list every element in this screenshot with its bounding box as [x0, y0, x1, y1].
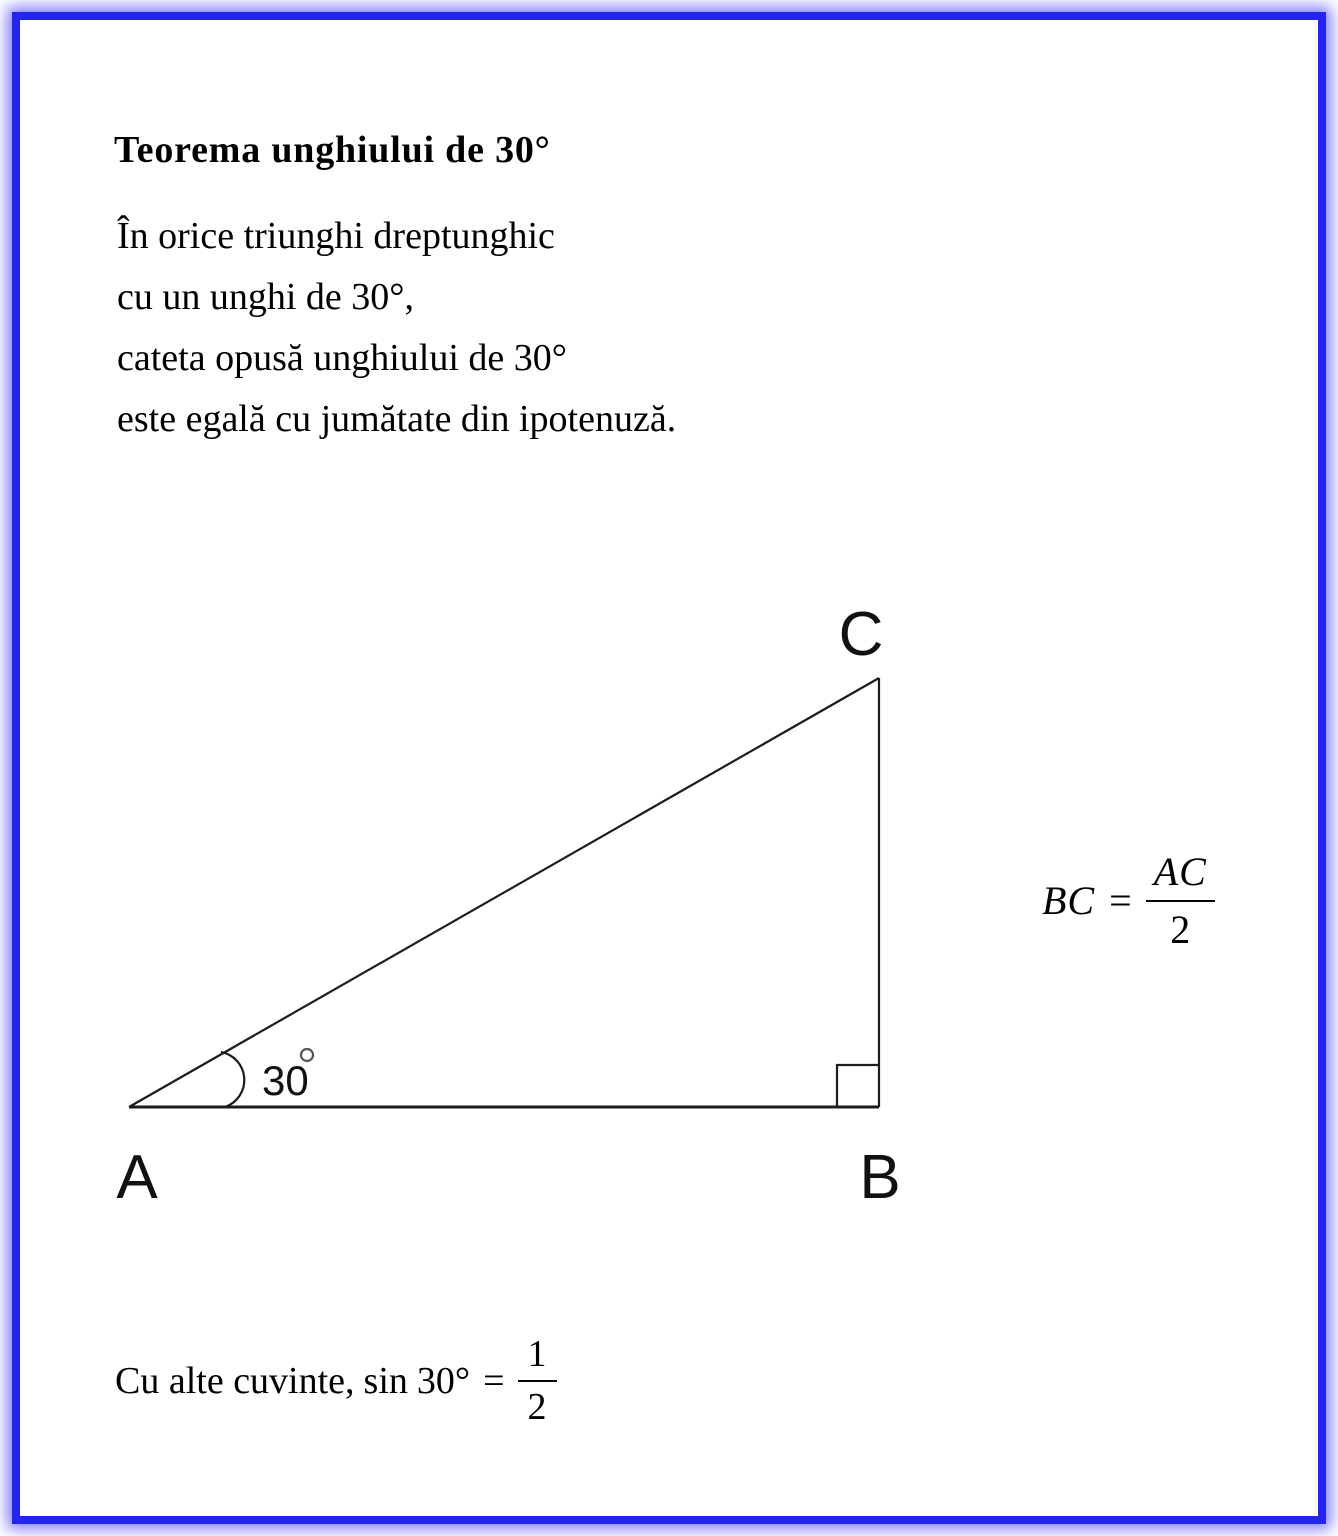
triangle-hypotenuse-ac-line [129, 678, 879, 1107]
formula-lhs: BC [1042, 878, 1096, 923]
half-denominator: 2 [527, 1386, 547, 1428]
right-angle-marker [837, 1065, 879, 1107]
page-title: Teorema unghiului de 30° [114, 129, 551, 172]
equals-sign: = [1109, 878, 1132, 923]
sin-equals-sign: = [483, 1359, 505, 1402]
fraction-numerator: AC [1146, 848, 1215, 902]
fraction-denominator: 2 [1170, 907, 1191, 952]
vertex-b-label: B [859, 1143, 901, 1212]
sin-function-label: sin [363, 1359, 408, 1402]
sin-intro-text: Cu alte cuvinte, [115, 1359, 355, 1402]
sin-angle-value: 30° [416, 1359, 471, 1402]
statement-line-4: este egală cu jumătate din ipotenuză. [117, 398, 677, 440]
sin-30-formula [115, 1332, 557, 1429]
angle-arc [221, 1052, 244, 1107]
statement-line-1: În orice triunghi dreptunghic [117, 215, 555, 257]
half-numerator: 1 [518, 1332, 557, 1382]
ac-over-2-fraction [1146, 848, 1215, 953]
vertex-c-label: C [838, 600, 884, 669]
one-half-fraction [518, 1332, 557, 1429]
vertex-a-label: A [116, 1143, 158, 1212]
statement-line-3: cateta opusă unghiului de 30° [117, 337, 567, 379]
bc-half-ac-formula [1042, 848, 1215, 953]
statement-line-2: cu un unghi de 30°, [117, 276, 414, 318]
angle-value-label: 30 [262, 1057, 309, 1104]
